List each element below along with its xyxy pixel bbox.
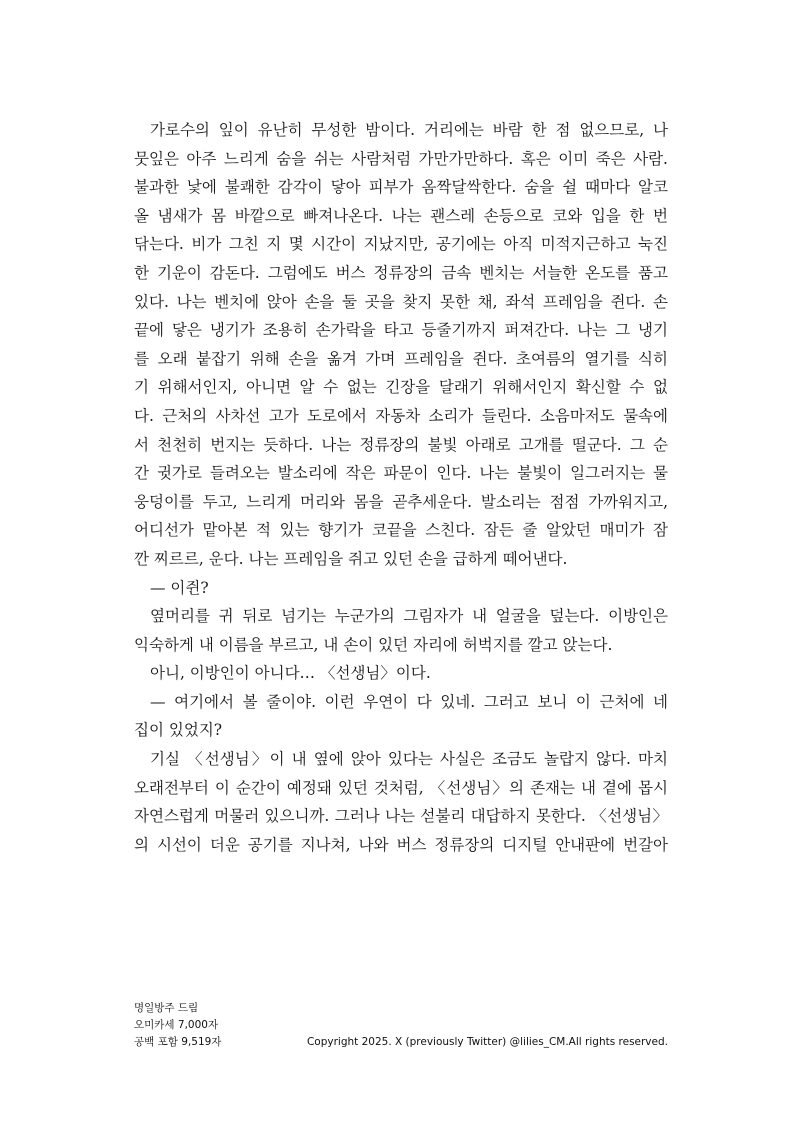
text-line: 있다. 나는 벤치에 앉아 손을 둘 곳을 찾지 못한 채, 좌석 프레임을 쥔다. 손 <box>134 292 668 311</box>
text-line: — 이쥔? <box>150 578 209 597</box>
footer-info <box>134 1000 221 1051</box>
text-line: 오래전부터 이 순간이 예정돼 있던 것처럼, 〈선생님〉의 존재는 내 곁에 몹시 <box>134 778 668 797</box>
text-line: 기실 〈선생님〉이 내 옆에 앉아 있다는 사실은 조금도 놀랍지 않다. 마치 <box>150 750 668 769</box>
text-line: 뭇잎은 아주 느리게 숨을 쉬는 사람처럼 가만가만하다. 혹은 이미 죽은 사람. <box>134 149 668 168</box>
text-line: 불과한 낯에 불쾌한 감각이 닿아 피부가 옴짝달싹한다. 숨을 쉴 때마다 알코 <box>134 178 668 197</box>
text-line: 다. 근처의 사차선 고가 도로에서 자동차 소리가 들린다. 소음마저도 물속에 <box>134 406 668 425</box>
text-line: 닦는다. 비가 그친 지 몇 시간이 지났지만, 공기에는 아직 미적지근하고 눅진 <box>134 235 668 254</box>
text-line: 어디선가 맡아본 적 있는 향기가 코끝을 스친다. 잠든 줄 알았던 매미가 잠 <box>134 521 668 540</box>
text-line: 간 귓가로 들려오는 발소리에 작은 파문이 인다. 나는 불빛이 일그러지는 물 <box>134 464 668 483</box>
text-line: 아니, 이방인이 아니다… 〈선생님〉이다. <box>150 664 431 683</box>
text-line: 를 오래 붙잡기 위해 손을 옮겨 가며 프레임을 쥔다. 초여름의 열기를 식히 <box>134 349 668 368</box>
footer-char-count-with-spaces: 공백 포함 9,519자 <box>134 1036 222 1048</box>
text-line: 한 기운이 감돈다. 그럼에도 버스 정류장의 금속 벤치는 서늘한 온도를 품고 <box>134 263 668 282</box>
text-line: 가로수의 잎이 유난히 무성한 밤이다. 거리에는 바람 한 점 없으므로, 나 <box>150 121 668 139</box>
text-line: — 여기에서 볼 줄이야. 이런 우연이 다 있네. 그러고 보니 이 근처에 네 <box>150 692 668 711</box>
text-line: 깐 찌르르, 운다. 나는 프레임을 쥐고 있던 손을 급하게 떼어낸다. <box>134 549 568 568</box>
copyright-notice: Copyright 2025. X (previously Twitter) @lilies_CM.All rights reserved. <box>306 1036 668 1048</box>
text-line: 서 천천히 번지는 듯하다. 나는 정류장의 불빛 아래로 고개를 떨군다. 그 순 <box>134 435 668 454</box>
footer-char-count: 오미카세 7,000자 <box>134 1019 219 1031</box>
text-line: 익숙하게 내 이름을 부르고, 내 손이 있던 자리에 허벅지를 깔고 앉는다. <box>134 635 613 654</box>
text-line: 웅덩이를 두고, 느리게 머리와 몸을 곧추세운다. 발소리는 점점 가까워지고, <box>134 492 668 511</box>
text-line: 집이 있었지? <box>134 721 223 740</box>
body-text <box>134 116 668 859</box>
text-line: 자연스럽게 머물러 있으니까. 그러나 나는 섣불리 대답하지 못한다. 〈선생님〉 <box>134 807 668 826</box>
text-line: 기 위해서인지, 아니면 알 수 없는 긴장을 달래기 위해서인지 확신할 수 없 <box>134 378 668 397</box>
text-line: 옆머리를 귀 뒤로 넘기는 누군가의 그림자가 내 얼굴을 덮는다. 이방인은 <box>150 607 668 626</box>
text-line: 끝에 닿은 냉기가 조용히 손가락을 타고 등줄기까지 퍼져간다. 나는 그 냉기 <box>134 321 668 340</box>
text-line: 올 냄새가 몸 바깥으로 빠져나온다. 나는 괜스레 손등으로 코와 입을 한 번 <box>134 206 668 225</box>
footer-title: 명일방주 드림 <box>134 1002 199 1014</box>
text-line: 의 시선이 더운 공기를 지나쳐, 나와 버스 정류장의 디지털 안내판에 번갈아 <box>134 835 668 854</box>
